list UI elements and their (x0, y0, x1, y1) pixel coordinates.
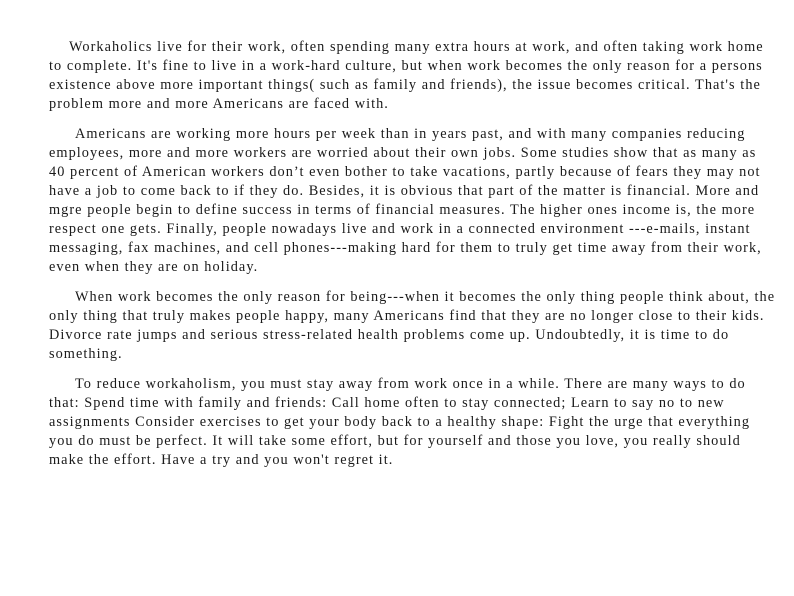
paragraph-4: To reduce workaholism, you must stay away from work once in a while. There are many ways to do that: Spend time with family and friends: Call home often to stay connected; Learn to say no to new assignments Consider exercises to get your body back to a healthy shape: Fight the urge that everything you do must be perfect. It will take some effort, but for yourself and those you love, you really should make the effort. Have a try and you won't regret it. (49, 376, 751, 468)
paragraph-1: Workaholics live for their work, often spending many extra hours at work, and often taking work home to complete. It's fine to live in a work-hard culture, but when work becomes the only reason for a persons existence above more important things( such as family and friends), the issue becomes critical. That's the problem more and more Americans are faced with. (49, 39, 764, 112)
paragraph-2: Americans are working more hours per week than in years past, and with many companies reducing employees, more and more workers are worried about their own jobs. Some studies show that as many as 40 percent of American workers don’t even bother to take vacations, partly because of fears they may not have a job to come back to if they do. Besides, it is obvious that part of the matter is financial. More and mgre people begin to define success in terms of financial measures. The higher ones income is, the more respect one gets. Finally, people nowadays live and work in a connected environment ---e-mails, instant messaging, fax machines, and cell phones---making hard for them to truly get time away from their work, even when they are on holiday. (49, 126, 762, 275)
essay-body (49, 38, 777, 481)
paragraph-3: When work becomes the only reason for being---when it becomes the only thing people think about, the only thing that truly makes people happy, many Americans find that they are no longer close to their kids. Divorce rate jumps and serious stress-related health problems come up. Undoubtedly, it is time to do something. (49, 289, 776, 362)
